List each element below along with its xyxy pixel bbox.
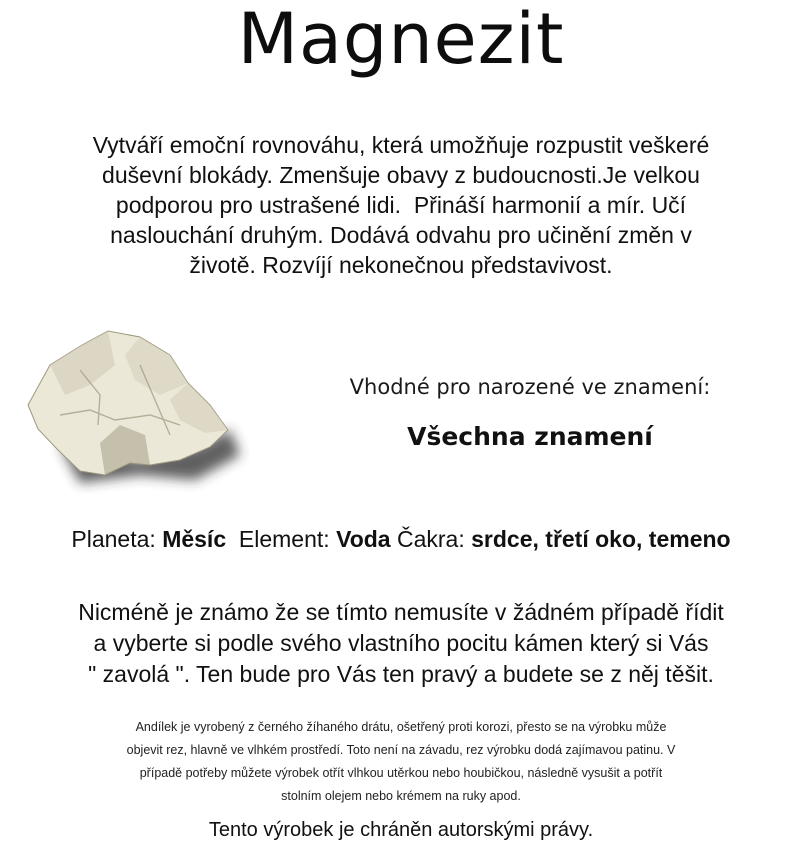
fine-print-line: stolním olejem nebo krémem na ruky apod.: [281, 789, 521, 803]
chakra-value: srdce, třetí oko, temeno: [471, 526, 731, 552]
description-line: duševní blokády. Zmenšuje obavy z budoucnosti.Je velkou: [102, 162, 700, 188]
fine-print-line: případě potřeby můžete výrobek otřít vlhkou utěrkou nebo houbičkou, následně vysušit a potřít: [139, 766, 663, 780]
description-line: naslouchání druhým. Dodává odvahu pro učinění změn v: [110, 222, 692, 248]
zodiac-label: Vhodné pro narozené ve znamení:: [349, 375, 711, 399]
stone-description: [20, 130, 782, 280]
note-line: " zavolá ". Ten bude pro Vás ten pravý a budete se z něj těšit.: [88, 661, 714, 687]
description-line: životě. Rozvíjí nekonečnou představivost.: [189, 252, 613, 278]
selection-note: [10, 597, 792, 690]
product-fine-print: [40, 716, 762, 808]
stone-image: [20, 325, 250, 495]
fine-print-line: Andílek je vyrobený z černého žíhaného drátu, ošetřený proti korozi, přesto se na výrobku může: [135, 720, 667, 734]
note-line: a vyberte si podle svého vlastního pocitu kámen který si Vás: [93, 630, 709, 656]
planet-value: Měsíc: [162, 526, 227, 552]
element-value: Voda: [336, 526, 391, 552]
description-line: Vytváří emoční rovnováhu, která umožňuje rozpustit veškeré: [92, 132, 710, 158]
planet-label: Planeta:: [71, 526, 163, 552]
page-title: Magnezit: [237, 0, 565, 80]
zodiac-value: Všechna znamení: [407, 422, 653, 451]
description-line: podporou pro ustrašené lidi. Přináší harmonií a mír. Učí: [115, 192, 687, 218]
chakra-label: Čakra:: [390, 526, 472, 552]
copyright-notice: Tento výrobek je chráněn autorskými právy.: [208, 819, 594, 841]
fine-print-line: objevit rez, hlavně ve vlhkém prostředí. Toto není na závadu, rez výrobku dodá zajímavou patinu. V: [126, 743, 676, 757]
stone-properties: [0, 523, 802, 555]
note-line: Nicméně je známo že se tímto nemusíte v žádném případě řídit: [78, 599, 724, 625]
element-label: Element:: [226, 526, 337, 552]
